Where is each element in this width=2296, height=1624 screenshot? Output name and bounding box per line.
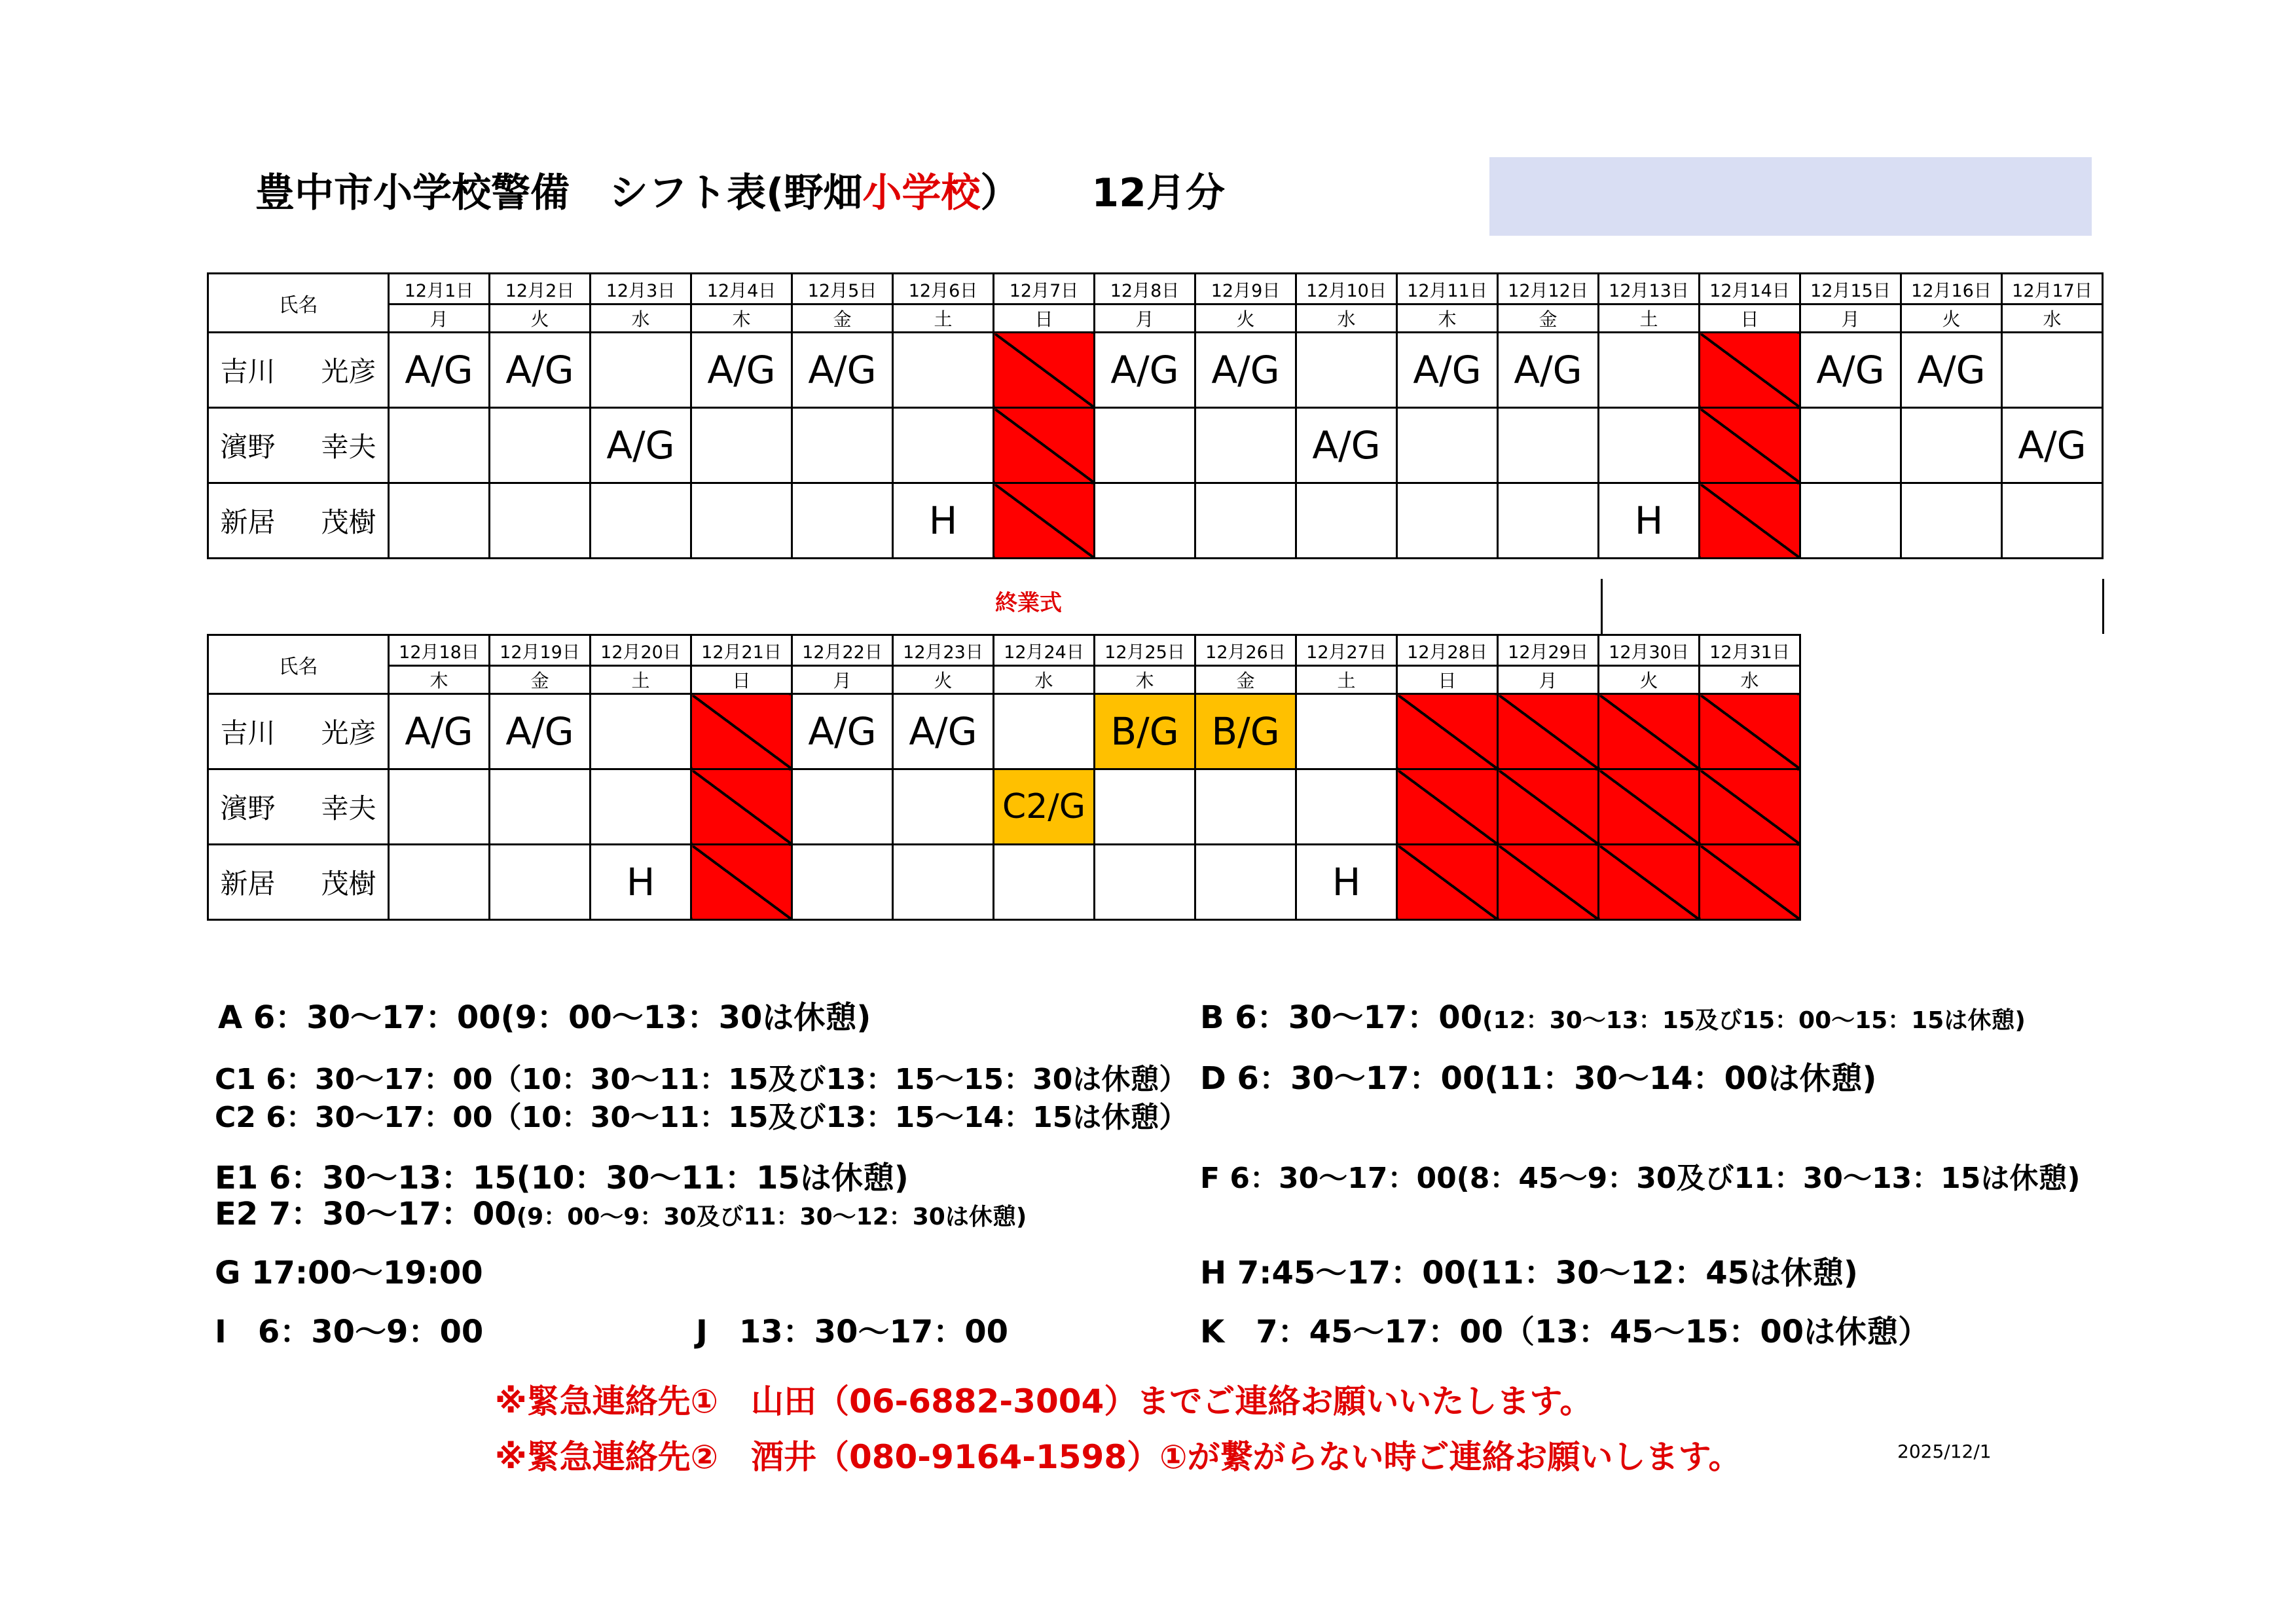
person-name — [208, 694, 389, 769]
weekday-cell: 土 — [893, 304, 994, 333]
weekday-row — [208, 304, 2103, 333]
shift-cell — [490, 845, 591, 920]
date-cell: 12月20日 — [591, 635, 691, 666]
name-header: 氏名 — [208, 635, 389, 694]
date-cell: 12月14日 — [1700, 274, 1800, 304]
shift-cell: A/G — [1095, 333, 1195, 408]
date-cell: 12月9日 — [1195, 274, 1296, 304]
shift-cell — [1296, 694, 1397, 769]
date-cell: 12月4日 — [691, 274, 792, 304]
legend-J: J 13：30～17：00 — [696, 1314, 1009, 1350]
off-day-cell — [691, 845, 792, 920]
person-first-name: 茂樹 — [321, 868, 376, 900]
shift-cell — [490, 483, 591, 559]
legend-D: D 6：30～17：00(11：30～14：00は休憩) — [1200, 1060, 1877, 1097]
off-day-cell — [1397, 694, 1498, 769]
weekday-cell: 金 — [792, 304, 893, 333]
table-row — [208, 845, 1800, 920]
date-cell: 12月3日 — [591, 274, 691, 304]
shift-cell — [1498, 483, 1599, 559]
person-first-name: 光彦 — [321, 717, 376, 749]
date-cell: 12月28日 — [1397, 635, 1498, 666]
name-header: 氏名 — [208, 274, 389, 333]
person-last-name: 濱野 — [220, 431, 276, 463]
weekday-cell: 火 — [1901, 304, 2002, 333]
table-row — [208, 408, 2103, 483]
legend-E2 — [215, 1189, 1027, 1234]
weekday-cell: 月 — [389, 304, 490, 333]
off-day-cell — [1599, 694, 1700, 769]
shift-cell — [792, 769, 893, 845]
shift-cell — [389, 845, 490, 920]
shift-cell — [1195, 845, 1296, 920]
legend-G: G 17:00～19:00 — [215, 1255, 483, 1291]
person-first-name: 茂樹 — [321, 506, 376, 538]
weekday-cell: 金 — [1498, 304, 1599, 333]
shift-cell — [2002, 333, 2103, 408]
off-day-cell — [1397, 845, 1498, 920]
person-first-name: 幸夫 — [321, 792, 376, 824]
shift-cell — [1901, 408, 2002, 483]
title-highlight-box — [1489, 157, 2092, 236]
date-cell: 12月22日 — [792, 635, 893, 666]
emergency-contact-2: ※緊急連絡先② 酒井（080-9164-1598）①が繋がらない時ご連絡お願いします。 — [495, 1438, 1741, 1476]
off-day-cell — [1498, 694, 1599, 769]
person-first-name: 光彦 — [321, 356, 376, 388]
shift-cell — [1296, 333, 1397, 408]
date-cell: 12月6日 — [893, 274, 994, 304]
date-cell: 12月2日 — [490, 274, 591, 304]
off-day-cell — [994, 333, 1095, 408]
person-last-name: 吉川 — [220, 717, 276, 749]
shift-cell — [792, 845, 893, 920]
table-row — [208, 483, 2103, 559]
shift-cell: H — [893, 483, 994, 559]
shift-cell — [994, 694, 1095, 769]
shift-cell: A/G — [1901, 333, 2002, 408]
shift-cell: A/G — [893, 694, 994, 769]
divider-line-left — [1601, 579, 1603, 634]
date-cell: 12月16日 — [1901, 274, 2002, 304]
date-stamp: 2025/12/1 — [1897, 1441, 1992, 1462]
person-last-name: 新居 — [220, 868, 276, 900]
weekday-cell: 日 — [1700, 304, 1800, 333]
date-cell: 12月27日 — [1296, 635, 1397, 666]
table-row — [208, 694, 1800, 769]
shift-cell — [1195, 408, 1296, 483]
person-last-name: 吉川 — [220, 356, 276, 388]
shift-cell — [893, 845, 994, 920]
shift-cell: A/G — [1195, 333, 1296, 408]
weekday-cell: 金 — [490, 666, 591, 694]
shift-cell — [1599, 333, 1700, 408]
shift-cell — [1397, 408, 1498, 483]
shift-cell — [490, 408, 591, 483]
off-day-cell — [691, 694, 792, 769]
shift-cell: A/G — [591, 408, 691, 483]
shift-cell — [1095, 408, 1195, 483]
shift-table-second-half — [207, 634, 1801, 921]
legend-E1: E1 6：30～13：15(10：30～11：15は休憩) — [215, 1160, 909, 1196]
shift-cell — [2002, 483, 2103, 559]
date-cell: 12月26日 — [1195, 635, 1296, 666]
table-row — [208, 769, 1800, 845]
date-cell: 12月25日 — [1095, 635, 1195, 666]
shift-cell — [1195, 769, 1296, 845]
date-cell: 12月24日 — [994, 635, 1095, 666]
date-cell: 12月11日 — [1397, 274, 1498, 304]
shift-cell: A/G — [389, 694, 490, 769]
shift-cell — [389, 483, 490, 559]
off-day-cell — [1599, 845, 1700, 920]
legend-C1: C1 6：30～17：00（10：30～11：15及び13：15～15：30は休憩） — [215, 1063, 1188, 1096]
weekday-cell: 水 — [994, 666, 1095, 694]
shift-cell — [389, 769, 490, 845]
legend-C2: C2 6：30～17：00（10：30～11：15及び13：15～14：15は休憩） — [215, 1101, 1188, 1134]
date-cell: 12月21日 — [691, 635, 792, 666]
shift-cell: A/G — [389, 333, 490, 408]
weekday-cell: 土 — [591, 666, 691, 694]
date-cell: 12月17日 — [2002, 274, 2103, 304]
weekday-cell: 木 — [1397, 304, 1498, 333]
title-close: ） — [980, 170, 1020, 216]
weekday-cell: 月 — [1498, 666, 1599, 694]
off-day-cell — [1397, 769, 1498, 845]
ceremony-label: 終業式 — [995, 590, 1062, 616]
shift-cell — [1095, 769, 1195, 845]
date-cell: 12月1日 — [389, 274, 490, 304]
weekday-cell: 水 — [591, 304, 691, 333]
shift-cell — [591, 769, 691, 845]
weekday-cell: 水 — [1296, 304, 1397, 333]
legend-K: K 7：45～17：00（13：45～15：00は休憩） — [1200, 1314, 1930, 1350]
shift-cell: A/G — [691, 333, 792, 408]
shift-cell — [1397, 483, 1498, 559]
weekday-cell: 木 — [691, 304, 792, 333]
highlighted-shift-cell: B/G — [1195, 694, 1296, 769]
legend-A: A 6：30～17：00(9：00～13：30は休憩) — [218, 999, 871, 1036]
person-first-name: 幸夫 — [321, 431, 376, 463]
shift-cell — [490, 769, 591, 845]
table-row — [208, 333, 2103, 408]
date-cell: 12月29日 — [1498, 635, 1599, 666]
legend-I: I 6：30～9：00 — [215, 1314, 484, 1350]
shift-cell — [1498, 408, 1599, 483]
date-row — [208, 635, 1800, 666]
title-red-part: 小学校 — [862, 170, 981, 216]
weekday-cell: 日 — [1397, 666, 1498, 694]
highlighted-shift-cell: C2/G — [994, 769, 1095, 845]
date-cell: 12月15日 — [1800, 274, 1901, 304]
shift-cell: A/G — [1498, 333, 1599, 408]
off-day-cell — [1700, 769, 1800, 845]
shift-cell — [994, 845, 1095, 920]
shift-cell — [1296, 769, 1397, 845]
shift-cell — [691, 408, 792, 483]
off-day-cell — [1700, 483, 1800, 559]
weekday-cell: 金 — [1195, 666, 1296, 694]
shift-cell — [1800, 483, 1901, 559]
off-day-cell — [1700, 694, 1800, 769]
shift-cell — [591, 694, 691, 769]
off-day-cell — [1700, 408, 1800, 483]
shift-cell: H — [591, 845, 691, 920]
date-cell: 12月13日 — [1599, 274, 1700, 304]
shift-cell: A/G — [792, 333, 893, 408]
title-main: 豊中市小学校警備 シフト表(野畑 — [255, 170, 863, 216]
person-name — [208, 769, 389, 845]
date-cell: 12月8日 — [1095, 274, 1195, 304]
shift-cell: A/G — [490, 694, 591, 769]
shift-cell — [591, 483, 691, 559]
title-month: 12月分 — [1091, 170, 1225, 216]
shift-cell — [1599, 408, 1700, 483]
date-row — [208, 274, 2103, 304]
shift-table-first-half — [207, 272, 2104, 559]
off-day-cell — [691, 769, 792, 845]
shift-cell — [389, 408, 490, 483]
shift-cell — [1095, 483, 1195, 559]
divider-line-right — [2102, 579, 2104, 634]
date-cell: 12月5日 — [792, 274, 893, 304]
shift-cell — [1800, 408, 1901, 483]
legend-E2-note: (9：00～9：30及び11：30～12：30は休憩) — [516, 1204, 1027, 1230]
shift-cell — [591, 333, 691, 408]
weekday-cell: 土 — [1296, 666, 1397, 694]
shift-cell — [792, 408, 893, 483]
legend-E2-main: E2 7：30～17：00 — [215, 1196, 517, 1232]
off-day-cell — [1599, 769, 1700, 845]
shift-cell — [1901, 483, 2002, 559]
off-day-cell — [1700, 333, 1800, 408]
off-day-cell — [994, 408, 1095, 483]
emergency-contact-1: ※緊急連絡先① 山田（06-6882-3004）までご連絡お願いいたします。 — [495, 1382, 1593, 1420]
date-cell: 12月30日 — [1599, 635, 1700, 666]
date-cell: 12月18日 — [389, 635, 490, 666]
shift-cell — [691, 483, 792, 559]
shift-cell: A/G — [1397, 333, 1498, 408]
person-last-name: 新居 — [220, 506, 276, 538]
off-day-cell — [994, 483, 1095, 559]
weekday-cell: 月 — [792, 666, 893, 694]
weekday-cell: 月 — [1095, 304, 1195, 333]
weekday-cell: 火 — [1195, 304, 1296, 333]
shift-cell — [792, 483, 893, 559]
weekday-cell: 木 — [389, 666, 490, 694]
shift-cell: A/G — [490, 333, 591, 408]
weekday-cell: 月 — [1800, 304, 1901, 333]
person-last-name: 濱野 — [220, 792, 276, 824]
date-cell: 12月12日 — [1498, 274, 1599, 304]
shift-cell — [1095, 845, 1195, 920]
legend-B-note: (12：30～13：15及び15：00～15：15は休憩) — [1482, 1007, 2026, 1034]
weekday-cell: 日 — [691, 666, 792, 694]
legend-B-main: B 6：30～17：00 — [1200, 999, 1483, 1036]
weekday-cell: 木 — [1095, 666, 1195, 694]
person-name — [208, 483, 389, 559]
weekday-cell: 土 — [1599, 304, 1700, 333]
shift-cell — [893, 769, 994, 845]
legend-F: F 6：30～17：00(8：45～9：30及び11：30～13：15は休憩) — [1200, 1162, 2081, 1195]
weekday-cell: 火 — [490, 304, 591, 333]
person-name — [208, 333, 389, 408]
weekday-cell: 水 — [2002, 304, 2103, 333]
weekday-cell: 火 — [1599, 666, 1700, 694]
date-cell: 12月31日 — [1700, 635, 1800, 666]
page-title — [255, 167, 1225, 219]
legend-B — [1200, 992, 2026, 1037]
person-name — [208, 845, 389, 920]
shift-cell — [893, 408, 994, 483]
date-cell: 12月7日 — [994, 274, 1095, 304]
shift-cell: H — [1599, 483, 1700, 559]
shift-cell: A/G — [2002, 408, 2103, 483]
highlighted-shift-cell: B/G — [1095, 694, 1195, 769]
shift-cell: H — [1296, 845, 1397, 920]
person-name — [208, 408, 389, 483]
weekday-cell: 火 — [893, 666, 994, 694]
off-day-cell — [1498, 845, 1599, 920]
shift-cell — [893, 333, 994, 408]
shift-cell — [1195, 483, 1296, 559]
legend-H: H 7:45～17：00(11：30～12：45は休憩) — [1200, 1255, 1858, 1291]
shift-cell: A/G — [1296, 408, 1397, 483]
shift-cell: A/G — [792, 694, 893, 769]
shift-cell: A/G — [1800, 333, 1901, 408]
off-day-cell — [1498, 769, 1599, 845]
weekday-cell: 水 — [1700, 666, 1800, 694]
date-cell: 12月23日 — [893, 635, 994, 666]
off-day-cell — [1700, 845, 1800, 920]
weekday-cell: 日 — [994, 304, 1095, 333]
shift-cell — [1296, 483, 1397, 559]
weekday-row — [208, 666, 1800, 694]
date-cell: 12月19日 — [490, 635, 591, 666]
date-cell: 12月10日 — [1296, 274, 1397, 304]
